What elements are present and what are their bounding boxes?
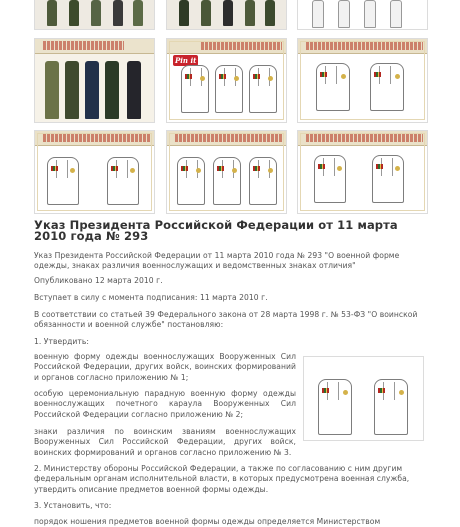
poster-thumbnail[interactable]: [297, 130, 428, 214]
poster-thumbnail[interactable]: [166, 130, 287, 214]
poster-thumbnail[interactable]: [34, 0, 155, 30]
published-date: Опубликовано 12 марта 2010 г.: [34, 276, 163, 285]
item-1c: знаки различия по воинским званиям военнослужащих Вооруженных Сил Российской Федерации, других войск, воинских формирований и органов согласно приложению № 3.: [34, 427, 296, 457]
poster-thumbnail[interactable]: [166, 38, 287, 123]
effective-date: Вступает в силу с момента подписания: 11 марта 2010 г.: [34, 293, 268, 302]
poster-thumbnail[interactable]: [34, 130, 155, 214]
item-3a: порядок ношения предметов военной формы одежды определяется Министерством: [34, 517, 381, 526]
poster-thumbnail[interactable]: [297, 0, 428, 30]
item-3: 3. Установить, что:: [34, 501, 112, 510]
uniform-poster-gallery: [34, 0, 428, 214]
poster-thumbnail[interactable]: [166, 0, 287, 30]
item-1a: военную форму одежды военнослужащих Вооруженных Сил Российской Федерации, других войск, воинских формирований и органов согласно приложению № 1;: [34, 352, 296, 382]
poster-thumbnail[interactable]: [297, 38, 428, 123]
ceremonial-uniform-poster[interactable]: [303, 356, 424, 441]
pin-it-button[interactable]: Pin it: [175, 56, 197, 65]
article-lead: Указ Президента Российской Федерации от 11 марта 2010 года № 293 "О военной форме одежды, знаках различия военнослужащих и ведомственных знаках отличия": [34, 251, 400, 271]
poster-thumbnail[interactable]: [34, 38, 155, 123]
item-1: 1. Утвердить:: [34, 337, 89, 346]
item-1b: особую церемониальную парадную военную форму одежды военнослужащих почетного караула Вооруженных Сил Российской Федерации согласно приложению № 2;: [34, 389, 296, 419]
article-title: Указ Президента Российской Федерации от 11 марта 2010 года № 293: [34, 218, 398, 243]
item-2: 2. Министерству обороны Российской Федерации, а также по согласованию с ним другим федеральным органам исполнительной власти, в которых предусмотрена военная служба, утвердить описание предметов военной формы одежды.: [34, 464, 410, 494]
preamble: В соответствии со статьей 39 Федерального закона от 28 марта 1998 г. № 53-ФЗ "О воинской обязанности и военной службе" постановляю:: [34, 310, 418, 330]
